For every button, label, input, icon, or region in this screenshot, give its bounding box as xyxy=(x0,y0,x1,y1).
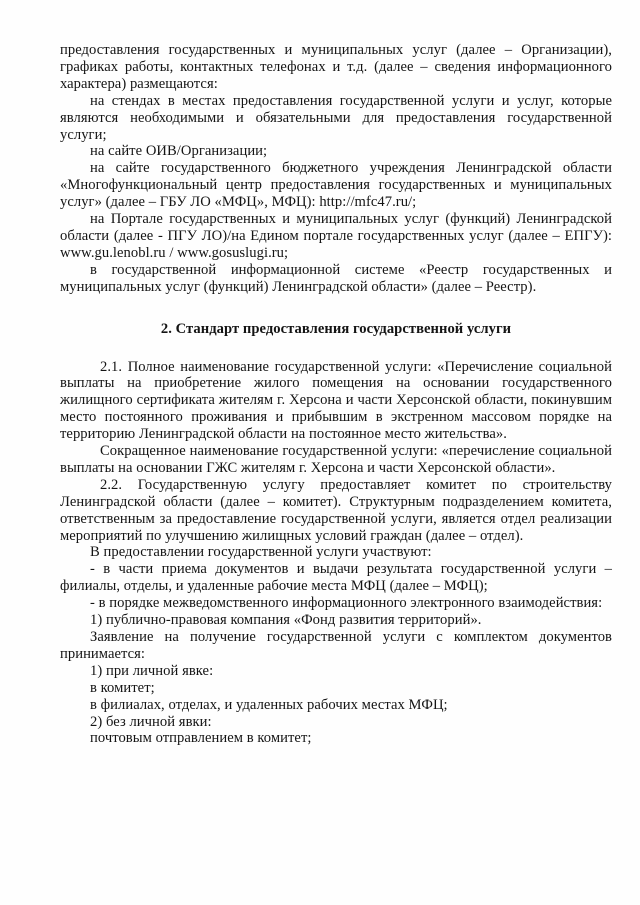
paragraph-remote: 2) без личной явки: xyxy=(90,713,212,730)
paragraph-portal: на Портале государственных и муниципальных услуг (функций) Ленинградской области (далее - ПГУ ЛО)/на Едином портале государственных услуг (далее – ЕПГУ): www.gu.lenobl.ru / www.gosuslugi.ru; xyxy=(60,211,612,261)
paragraph-oiv-site: на сайте ОИВ/Организации; xyxy=(90,143,268,160)
paragraph-in-person: 1) при личной явке: xyxy=(90,662,214,679)
paragraph-2-1-full-name: 2.1. Полное наименование государственной услуги: «Перечисление социальной выплаты на приобретение жилого помещения на основании государственного жилищного сертификата жителям г. Херсона и части Херсонской области, покинувшим место постоянного проживания и прибывшим в экстренном массовом порядке на территорию Ленинградской области на постоянное место жительства». xyxy=(60,358,612,443)
paragraph-interagency: - в порядке межведомственного информационного электронного взаимодействия: xyxy=(90,595,603,612)
paragraph-application: Заявление на получение государственной услуги с комплектом документов принимается: xyxy=(60,629,612,662)
paragraph-short-name: Сокращенное наименование государственной услуги: «перечисление социальной выплаты на основании ГЖС жителям г. Херсона и части Херсонской области». xyxy=(60,443,612,476)
paragraph-committee: в комитет; xyxy=(90,679,155,696)
paragraph-stands: на стендах в местах предоставления государственной услуги и услуг, которые являются необходимыми и обязательными для предоставления государственной услуги; xyxy=(60,92,612,143)
paragraph-mfc-branches: в филиалах, отделах, и удаленных рабочих местах МФЦ; xyxy=(90,696,448,713)
paragraph-info-placement: предоставления государственных и муниципальных услуг (далее – Организации), графиках работы, контактных телефонах и т.д. (далее – сведения информационного характера) размещаются: xyxy=(60,42,612,92)
section-heading: 2. Стандарт предоставления государственной услуги xyxy=(160,320,512,337)
paragraph-fund: 1) публично-правовая компания «Фонд развития территорий». xyxy=(90,612,482,629)
paragraph-participants: В предоставлении государственной услуги участвуют: xyxy=(90,544,432,561)
paragraph-mfc-participation: - в части приема документов и выдачи результата государственной услуги – филиалы, отделы, и удаленные рабочие места МФЦ (далее – МФЦ); xyxy=(60,561,612,595)
paragraph-registry: в государственной информационной системе «Реестр государственных и муниципальных услуг (функций) Ленинградской области» (далее – Реестр). xyxy=(60,261,612,295)
paragraph-2-2-provider: 2.2. Государственную услугу предоставляет комитет по строительству Ленинградской области (далее – комитет). Структурным подразделением комитета, ответственным за предоставление государственной услуги, является отдел реализации мероприятий по улучшению жилищных условий граждан (далее – отдел). xyxy=(60,476,612,544)
document-body xyxy=(60,42,612,747)
paragraph-mfc-site: на сайте государственного бюджетного учреждения Ленинградской области «Многофункциональный центр предоставления государственных и муниципальных услуг» (далее – ГБУ ЛО «МФЦ», МФЦ): http://mfc47.ru/; xyxy=(60,160,612,211)
paragraph-mail: почтовым отправлением в комитет; xyxy=(90,730,312,747)
